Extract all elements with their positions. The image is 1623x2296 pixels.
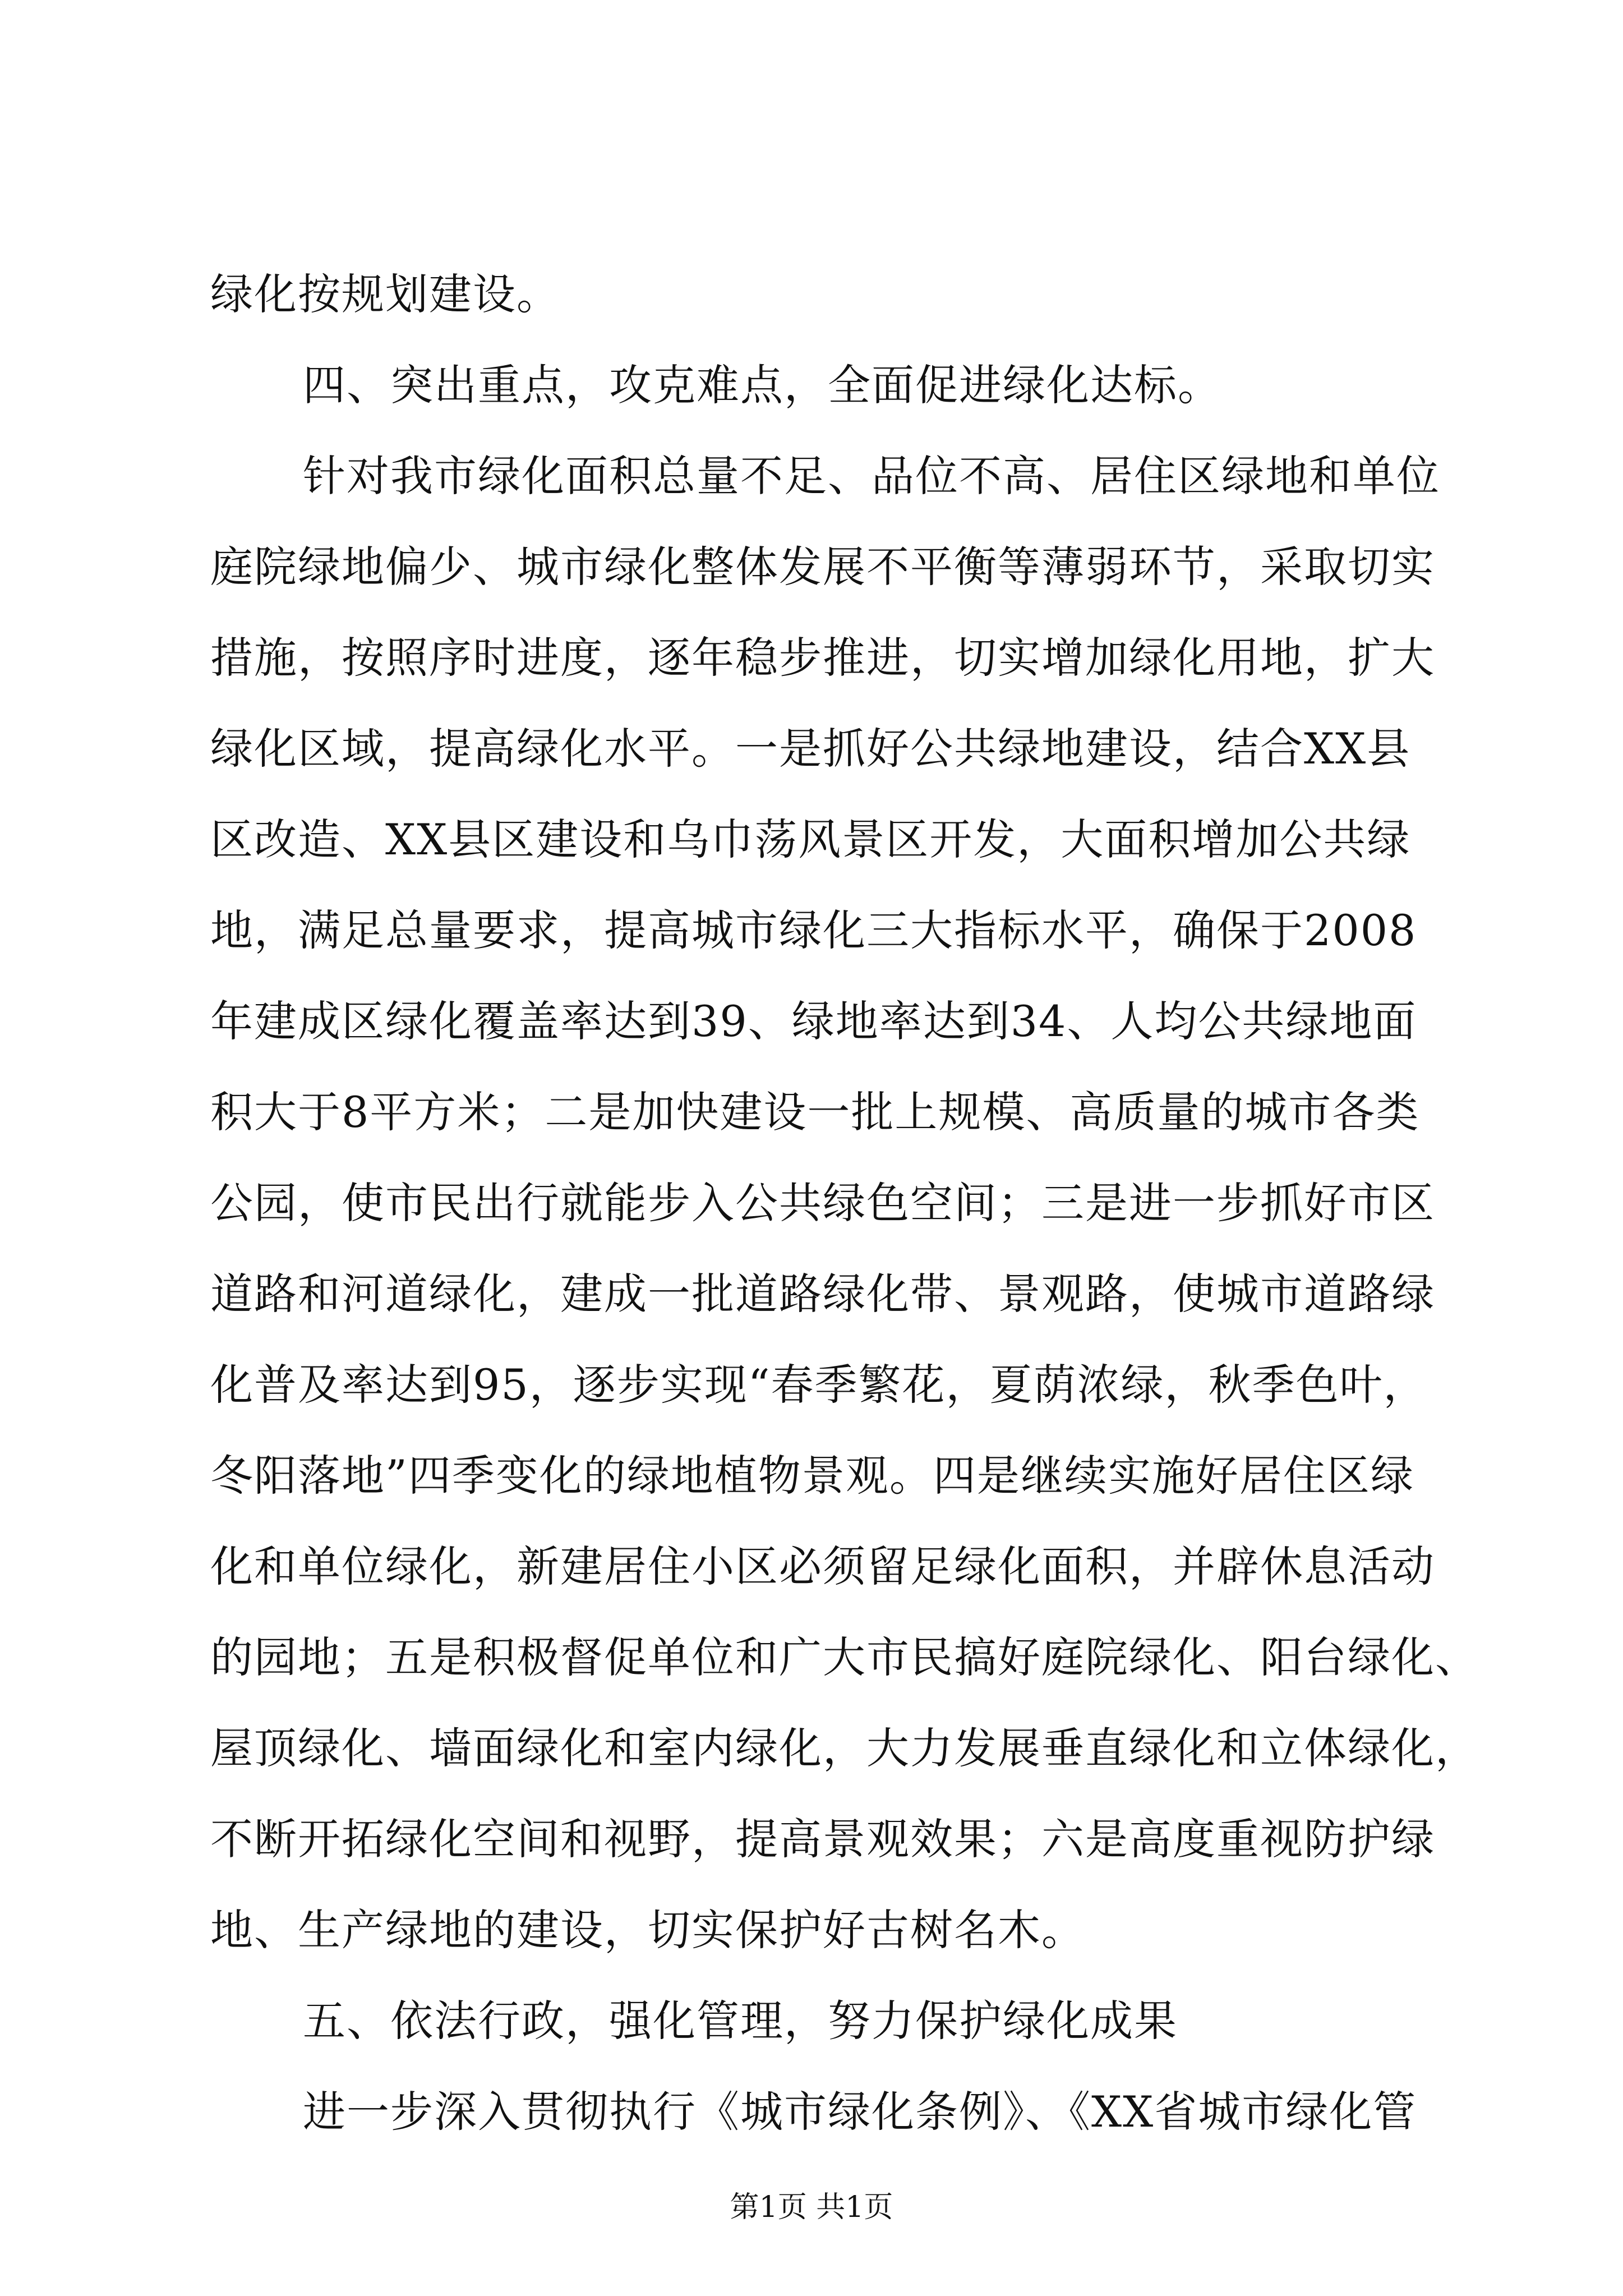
text-line: 化普及率达到95，逐步实现“春季繁花，夏荫浓绿，秋季色叶，	[210, 1360, 1427, 1410]
text-line: 地、生产绿地的建设，切实保护好古树名木。	[210, 1905, 1085, 1955]
text-line: 地，满足总量要求，提高城市绿化三大指标水平，确保于2008	[210, 905, 1417, 955]
text-line: 不断开拓绿化空间和视野，提高景观效果；六是高度重视防护绿	[210, 1814, 1435, 1864]
section-heading: 五、依法行政，强化管理，努力保护绿化成果	[303, 1996, 1178, 2046]
text-line: 屋顶绿化、墙面绿化和室内绿化，大力发展垂直绿化和立体绿化，	[210, 1723, 1479, 1773]
text-line: 冬阳落地”四季变化的绿地植物景观。四是继续实施好居住区绿	[210, 1451, 1414, 1501]
text-line: 化和单位绿化，新建居住小区必须留足绿化面积，并辟休息活动	[210, 1542, 1435, 1591]
text-line: 区改造、XX县区建设和乌巾荡风景区开发，大面积增加公共绿	[210, 815, 1411, 864]
text-line: 积大于8平方米；二是加快建设一批上规模、高质量的城市各类	[210, 1087, 1420, 1137]
text-line: 道路和河道绿化，建成一批道路绿化带、景观路，使城市道路绿	[210, 1269, 1435, 1319]
text-line: 庭院绿地偏少、城市绿化整体发展不平衡等薄弱环节，采取切实	[210, 542, 1435, 592]
text-line: 措施，按照序时进度，逐年稳步推进，切实增加绿化用地，扩大	[210, 633, 1435, 683]
text-line: 公园，使市民出行就能步入公共绿色空间；三是进一步抓好市区	[210, 1178, 1435, 1228]
page-number-footer: 第1页 共1页	[730, 2191, 893, 2224]
text-line: 进一步深入贯彻执行《城市绿化条例》、《XX省城市绿化管	[303, 2087, 1417, 2137]
text-line: 针对我市绿化面积总量不足、品位不高、居住区绿地和单位	[303, 451, 1440, 501]
text-line: 绿化区域，提高绿化水平。一是抓好公共绿地建设，结合XX县	[210, 724, 1411, 774]
text-line: 的园地；五是积极督促单位和广大市民搞好庭院绿化、阳台绿化、	[210, 1632, 1479, 1682]
text-line: 绿化按规划建设。	[210, 269, 560, 319]
section-heading: 四、突出重点，攻克难点，全面促进绿化达标。	[303, 360, 1221, 410]
text-line: 年建成区绿化覆盖率达到39、绿地率达到34、人均公共绿地面	[210, 996, 1417, 1046]
